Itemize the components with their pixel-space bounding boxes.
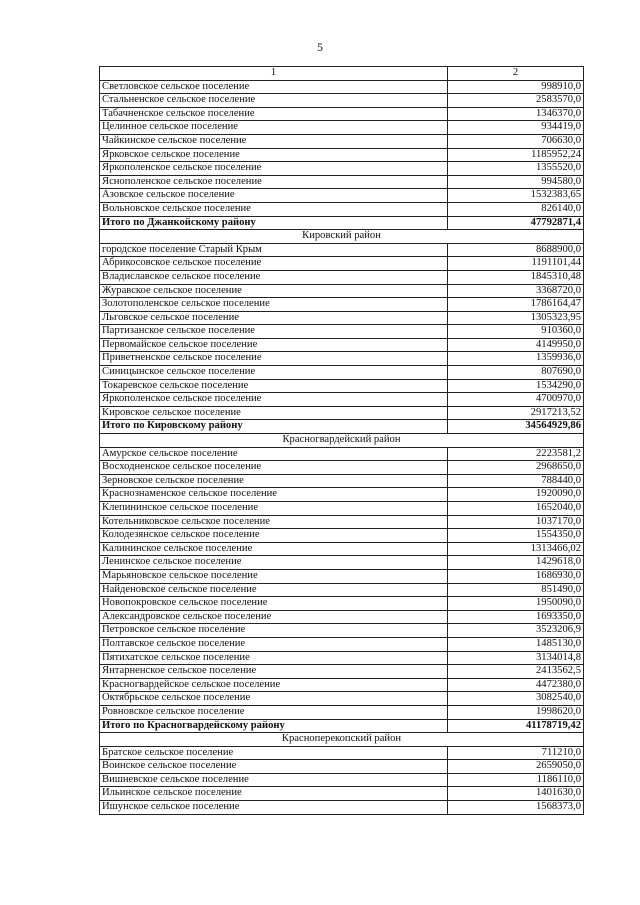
table-row [100,447,584,461]
column-1-header: 1 [100,67,448,81]
amount-value: 1532383,65 [448,189,584,203]
settlement-name: Вишневское сельское поселение [100,773,448,787]
table-row [100,298,584,312]
table-row [100,352,584,366]
settlement-name: Итого по Джанкойскому району [100,216,448,230]
settlement-name: Октябрьское сельское поселение [100,692,448,706]
settlement-name: Новопокровское сельское поселение [100,597,448,611]
table-row [100,746,584,760]
settlement-name: Табачненское сельское поселение [100,107,448,121]
settlement-name: Целинное сельское поселение [100,121,448,135]
table-row [100,94,584,108]
table-row [100,502,584,516]
settlement-name: Полтавское сельское поселение [100,637,448,651]
amount-value: 788440,0 [448,474,584,488]
table-row [100,80,584,94]
table-row [100,189,584,203]
settlement-name: Александровское сельское поселение [100,610,448,624]
settlement-name: Азовское сельское поселение [100,189,448,203]
table-row [100,705,584,719]
amount-value: 1554350,0 [448,529,584,543]
district-name: Красногвардейский район [100,434,584,448]
amount-value: 4700970,0 [448,393,584,407]
table-row [100,665,584,679]
settlement-name: Янтарненское сельское поселение [100,665,448,679]
amount-value: 41178719,42 [448,719,584,733]
amount-value: 1485130,0 [448,637,584,651]
district-total-row [100,719,584,733]
settlement-name: Вольновское сельское поселение [100,202,448,216]
settlement-name: Приветненское сельское поселение [100,352,448,366]
table-row [100,556,584,570]
amount-value: 1920090,0 [448,488,584,502]
settlement-name: Итого по Кировскому району [100,420,448,434]
amount-value: 3368720,0 [448,284,584,298]
settlement-name: Партизанское сельское поселение [100,325,448,339]
settlement-name: Чайкинское сельское поселение [100,134,448,148]
settlement-name: Ишунское сельское поселение [100,801,448,815]
table-row [100,597,584,611]
table-row [100,624,584,638]
settlement-name: Золотополенское сельское поселение [100,298,448,312]
settlement-name: Краснознаменское сельское поселение [100,488,448,502]
amount-value: 2968650,0 [448,461,584,475]
settlement-name: городское поселение Старый Крым [100,243,448,257]
amount-value: 1693350,0 [448,610,584,624]
settlement-name: Красногвардейское сельское поселение [100,678,448,692]
table-row [100,461,584,475]
amount-value: 2223581,2 [448,447,584,461]
amount-value: 2583570,0 [448,94,584,108]
table-row [100,488,584,502]
district-header-row [100,434,584,448]
table-row [100,243,584,257]
table-row [100,651,584,665]
settlement-name: Яркополенское сельское поселение [100,162,448,176]
table-row [100,107,584,121]
settlement-name: Пятихатское сельское поселение [100,651,448,665]
settlement-name: Токаревское сельское поселение [100,379,448,393]
settlement-name: Первомайское сельское поселение [100,338,448,352]
amount-value: 1355520,0 [448,162,584,176]
amount-value: 1568373,0 [448,801,584,815]
settlement-name: Найденовское сельское поселение [100,583,448,597]
settlement-name: Ленинское сельское поселение [100,556,448,570]
amount-value: 711210,0 [448,746,584,760]
amount-value: 2917213,52 [448,406,584,420]
table-row [100,257,584,271]
table-row [100,760,584,774]
settlement-name: Яркополенское сельское поселение [100,393,448,407]
settlement-name: Калининское сельское поселение [100,542,448,556]
settlement-name: Амурское сельское поселение [100,447,448,461]
district-total-row [100,420,584,434]
amount-value: 706630,0 [448,134,584,148]
amount-value: 1652040,0 [448,502,584,516]
amount-value: 34564929,86 [448,420,584,434]
settlement-name: Абрикосовское сельское поселение [100,257,448,271]
settlement-name: Котельниковское сельское поселение [100,515,448,529]
district-total-row [100,216,584,230]
table-row [100,121,584,135]
settlement-name: Петровское сельское поселение [100,624,448,638]
settlement-name: Клепининское сельское поселение [100,502,448,516]
amount-value: 3134014,8 [448,651,584,665]
settlement-name: Яснополенское сельское поселение [100,175,448,189]
settlement-name: Восходненское сельское поселение [100,461,448,475]
settlement-name: Владиславское сельское поселение [100,270,448,284]
settlement-name: Итого по Красногвардейскому району [100,719,448,733]
table-row [100,529,584,543]
amount-value: 4472380,0 [448,678,584,692]
table-row [100,692,584,706]
table-row [100,773,584,787]
settlement-name: Льговское сельское поселение [100,311,448,325]
amount-value: 1534290,0 [448,379,584,393]
settlement-name: Синицынское сельское поселение [100,366,448,380]
table-row [100,542,584,556]
district-header-row [100,733,584,747]
amount-value: 47792871,4 [448,216,584,230]
table-row [100,134,584,148]
amount-value: 1359936,0 [448,352,584,366]
amount-value: 1313466,02 [448,542,584,556]
settlement-name: Воинское сельское поселение [100,760,448,774]
amount-value: 910360,0 [448,325,584,339]
amount-value: 1186110,0 [448,773,584,787]
table-row [100,366,584,380]
settlement-name: Зерновское сельское поселение [100,474,448,488]
table-row [100,801,584,815]
amount-value: 1429618,0 [448,556,584,570]
table-row [100,393,584,407]
settlement-name: Светловское сельское поселение [100,80,448,94]
amount-value: 2413562,5 [448,665,584,679]
table-row [100,175,584,189]
district-name: Кировский район [100,230,584,244]
amount-value: 1786164,47 [448,298,584,312]
settlement-name: Колодезянское сельское поселение [100,529,448,543]
settlement-name: Стальненское сельское поселение [100,94,448,108]
amount-value: 3523206,9 [448,624,584,638]
amount-value: 998910,0 [448,80,584,94]
amount-value: 1686930,0 [448,569,584,583]
settlement-name: Ильинское сельское поселение [100,787,448,801]
settlement-name: Ярковское сельское поселение [100,148,448,162]
table-row [100,202,584,216]
budget-table [99,66,584,815]
amount-value: 4149950,0 [448,338,584,352]
table-row [100,270,584,284]
amount-value: 1185952,24 [448,148,584,162]
district-name: Красноперекопский район [100,733,584,747]
table-row [100,284,584,298]
amount-value: 1401630,0 [448,787,584,801]
table-row [100,678,584,692]
table-row [100,325,584,339]
table-header-row [100,67,584,81]
amount-value: 994580,0 [448,175,584,189]
table-row [100,338,584,352]
table-row [100,311,584,325]
table-row [100,637,584,651]
table-row [100,162,584,176]
amount-value: 1305323,95 [448,311,584,325]
amount-value: 851490,0 [448,583,584,597]
settlement-name: Ровновское сельское поселение [100,705,448,719]
amount-value: 1037170,0 [448,515,584,529]
settlement-name: Марьяновское сельское поселение [100,569,448,583]
amount-value: 2659050,0 [448,760,584,774]
table-row [100,610,584,624]
amount-value: 826140,0 [448,202,584,216]
table-row [100,406,584,420]
table-row [100,569,584,583]
column-2-header: 2 [448,67,584,81]
amount-value: 1845310,48 [448,270,584,284]
amount-value: 1346370,0 [448,107,584,121]
amount-value: 3082540,0 [448,692,584,706]
amount-value: 8688900,0 [448,243,584,257]
table-row [100,515,584,529]
amount-value: 934419,0 [448,121,584,135]
page-number: 5 [317,40,323,54]
table-row [100,583,584,597]
settlement-name: Братское сельское поселение [100,746,448,760]
settlement-name: Журавское сельское поселение [100,284,448,298]
amount-value: 1950090,0 [448,597,584,611]
table-row [100,379,584,393]
settlement-name: Кировское сельское поселение [100,406,448,420]
amount-value: 1998620,0 [448,705,584,719]
table-row [100,474,584,488]
amount-value: 1191101,44 [448,257,584,271]
district-header-row [100,230,584,244]
table-row [100,148,584,162]
table-row [100,787,584,801]
amount-value: 807690,0 [448,366,584,380]
